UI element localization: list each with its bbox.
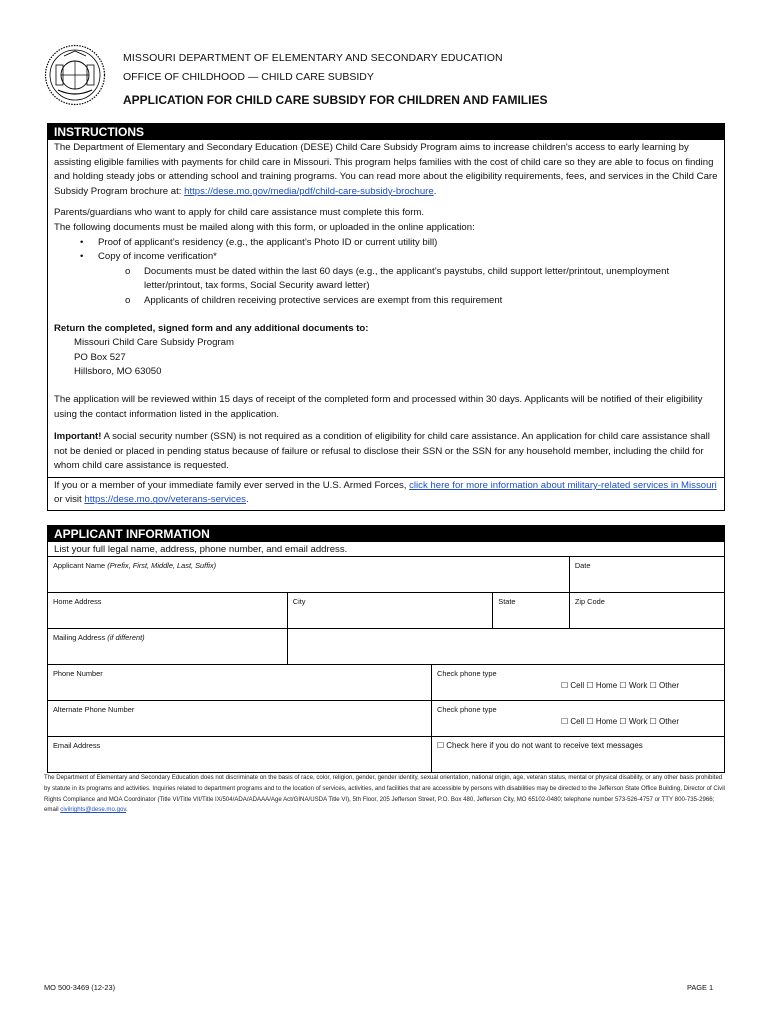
sub-bullet-icon: o [125,294,131,306]
checkbox-other[interactable]: ☐ [649,681,657,690]
checkbox-cell[interactable]: ☐ [561,717,569,726]
field-label: Mailing Address [53,633,108,642]
address-line: Hillsboro, MO 63050 [74,366,162,378]
civil-rights-email-link[interactable]: civilrights@dese.mo.gov [60,806,126,814]
no-text-messages-group [432,737,725,773]
applicant-form-table [47,556,725,665]
docs-line: The following documents must be mailed along with this form, or uploaded in the online application: [54,221,475,233]
option-label: Home [595,681,618,690]
phone-number-field[interactable] [48,665,432,701]
field-label: Zip Code [574,597,605,606]
instructions-heading: INSTRUCTIONS [48,124,724,140]
list-item [54,265,718,294]
return-heading: Return the completed, signed form and any additional documents to: [54,322,369,334]
missouri-seal-icon [44,44,106,106]
instructions-section [47,123,725,511]
phone-type-group [432,665,725,701]
review-paragraph: The application will be reviewed within 15 days of receipt of the completed form and processed within 30 days. Applicants will be notified of their eligibility using the contact information listed in the application. [54,393,703,420]
option-label: Home [595,717,618,726]
checkbox-other[interactable]: ☐ [649,717,657,726]
option-label: Cell [570,717,585,726]
field-label: Check phone type [437,705,497,714]
field-label: Applicant Name [53,561,108,570]
checkbox-work[interactable]: ☐ [619,717,627,726]
field-label: Date [574,561,591,570]
bullet-income: Copy of income verification* [98,251,217,263]
option-label: Check here if you do not want to receive text messages [446,741,643,750]
form-number: MO 500-3469 (12-23) [44,983,116,992]
bullet-icon: • [80,251,84,263]
checkbox-home[interactable]: ☐ [586,717,594,726]
alternate-phone-type-group [432,701,725,737]
veterans-services-link[interactable]: https://dese.mo.gov/veterans-services [84,494,246,506]
military-text-end: . [245,494,249,506]
disclaimer-end: . [125,806,128,814]
field-label: City [292,597,306,606]
city-field[interactable] [287,593,493,629]
address-line: PO Box 527 [74,351,126,363]
phone-form-table [47,664,725,773]
important-label: Important! [54,431,102,443]
field-label-hint: (if different) [107,633,145,642]
list-item [54,250,718,265]
zip-code-field[interactable] [569,593,724,629]
military-text-mid: or visit [54,494,85,506]
home-address-field[interactable] [48,593,288,629]
option-label: Other [658,681,679,690]
important-paragraph [54,430,718,474]
sub-bullet-dated: Documents must be dated within the last 60 days (e.g., the applicant’s paystubs, child support letter/printout, unemployment letter/printout, tax forms, Social Security award letter) [144,265,670,292]
applicant-name-field[interactable] [48,557,570,593]
important-text: A social security number (SSN) is not required as a condition of eligibility for child care assistance. An application for child care assistance shall not be denied or placed in pending status because of failure or refusal to disclose their SSN or the SSN for any household member, including the child for whom child care assistance is requested. [54,431,710,472]
mailing-address-block [54,336,718,380]
mailing-address-field[interactable] [48,629,288,665]
office-name: OFFICE OF CHILDHOOD — CHILD CARE SUBSIDY [123,71,374,83]
mailing-address-continued[interactable] [287,629,724,665]
intro-end: . [433,185,437,197]
bullet-icon: • [80,236,84,248]
checkbox-work[interactable]: ☐ [619,681,627,690]
field-label-hint: (Prefix, First, Middle, Last, Suffix) [107,561,217,570]
option-label: Cell [570,681,585,690]
page-number: PAGE 1 [687,983,714,992]
department-name: MISSOURI DEPARTMENT OF ELEMENTARY AND SECONDARY EDUCATION [123,52,503,64]
list-item [54,294,718,309]
intro-text: The Department of Elementary and Secondary Education (DESE) Child Care Subsidy Program aims to increase children's access to early learning by assisting eligible families with payments for child care in Missouri. This program helps families with the cost of child care so they are able to focus on finding and holding steady jobs or attending school and training programs. You can read more about the eligibility requirements, fees, and services in the Child Care Subsidy Program brochure at: [54,142,718,197]
form-title: APPLICATION FOR CHILD CARE SUBSIDY FOR CHILDREN AND FAMILIES [123,93,548,107]
field-label: Home Address [53,597,102,606]
bullet-residency: Proof of applicant’s residency (e.g., the applicant’s Photo ID or current utility bill) [98,236,438,248]
checkbox-cell[interactable]: ☐ [561,681,569,690]
date-field[interactable] [569,557,724,593]
list-item [54,236,718,251]
field-label: Phone Number [53,669,103,678]
military-services-link[interactable]: click here for more information about military-related services in Missouri [409,479,717,491]
address-line: Missouri Child Care Subsidy Program [74,337,234,349]
applicant-section [47,525,725,556]
applicant-subtitle: List your full legal name, address, phone number, and email address. [54,544,348,555]
email-field[interactable] [48,737,432,773]
intro-paragraph [54,141,718,199]
disclaimer-text: The Department of Elementary and Secondary Education does not discriminate on the basis of race, color, religion, gender, gender identity, sexual orientation, national origin, age, veteran status, mental or physical disability, or any other basis prohibited by statute in its programs and activities. Inquiries related to department programs and to the location of services, activities, and facilities that are accessible by persons with disabilities may be directed to the Jefferson State Office Building, Director of Civil Rights Compliance and MOA Coordinator (Title VI/Title VII/Title IX/504/ADA/ADAAA/Age Act/GINA/USDA Title VI), 5th Floor, 205 Jefferson Street, P.O. Box 480, Jefferson City, MO 65102-0480; telephone number 573-526-4757 or TTY 800-735-2966; email [44,774,725,814]
checkbox-home[interactable]: ☐ [586,681,594,690]
alternate-phone-field[interactable] [48,701,432,737]
sub-bullet-icon: o [125,265,131,277]
option-label: Other [658,717,679,726]
military-text: If you or a member of your immediate family ever served in the U.S. Armed Forces, [54,479,410,491]
field-label: Check phone type [437,669,497,678]
option-label: Work [628,681,648,690]
sub-bullet-exempt: Applicants of children receiving protective services are exempt from this requirement [144,294,503,306]
brochure-link[interactable]: https://dese.mo.gov/media/pdf/child-care-subsidy-brochure [184,185,434,197]
checkbox-no-text[interactable]: ☐ [437,741,445,750]
field-label: Email Address [53,741,101,750]
non-discrimination-notice [44,773,728,816]
state-field[interactable] [493,593,570,629]
military-notice [48,477,724,510]
field-label: Alternate Phone Number [53,705,135,714]
field-label: State [498,597,516,606]
option-label: Work [628,717,648,726]
applicant-heading: APPLICANT INFORMATION [48,526,724,542]
parents-line: Parents/guardians who want to apply for child care assistance must complete this form. [54,207,425,219]
